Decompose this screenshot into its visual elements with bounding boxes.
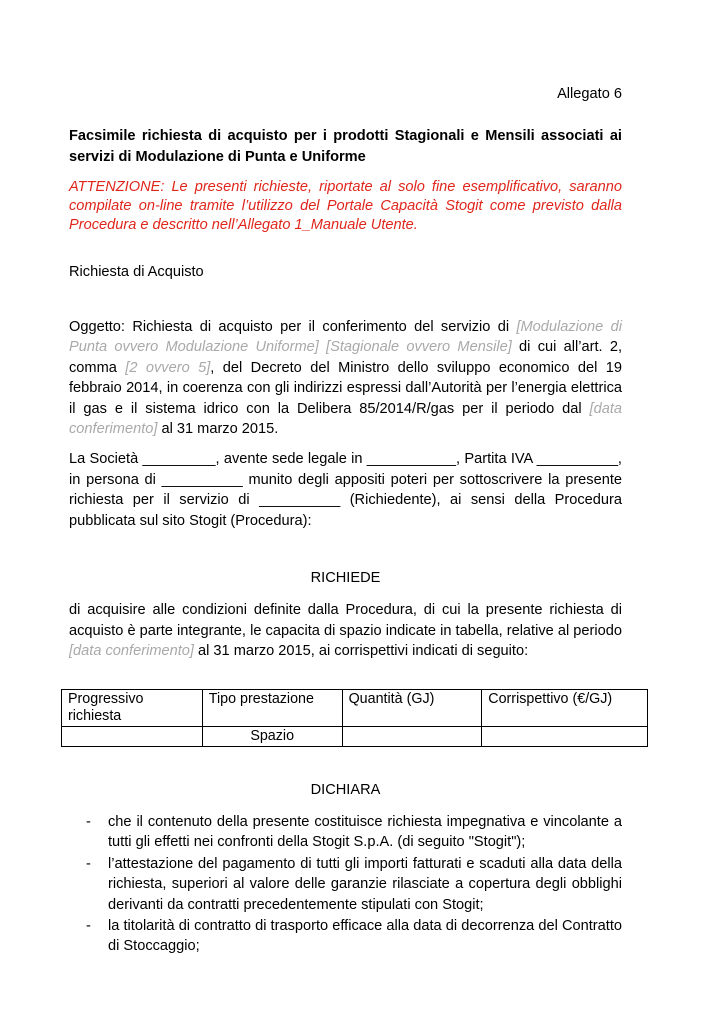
table-header-cell: Tipo prestazione <box>202 690 342 727</box>
annex-label: Allegato 6 <box>557 86 622 102</box>
subject-text-3: , del Decreto del Ministro dello sviluppo economico del 19 febbraio 2014, in coerenza con gli indirizzi espressi dall’Autorità per l’energia elettrica il gas e il sistema idrico con la Delibera 85/2014/R/gas per il periodo dal <box>69 359 623 417</box>
service-placeholder: [Modulazione di Punta ovvero Modulazione Uniforme] [Stagionale ovvero Mensile] <box>69 319 622 356</box>
list-item-text: che il contenuto della presente costituisce richiesta impegnativa e vincolante a tutti gli effetti nei confronti della Stogit S.p.A. (di seguito "Stogit"); <box>108 814 622 851</box>
subject-text-2: di cui all’art. 2, comma <box>69 339 622 376</box>
richiede-heading: RICHIEDE <box>310 570 381 586</box>
bullet-dash: - <box>86 855 91 872</box>
table-header-cell: Corrispettivo (€/GJ) <box>482 690 648 727</box>
list-item <box>69 854 622 915</box>
table-header-row <box>62 690 648 727</box>
bullet-dash: - <box>86 918 91 935</box>
warning-note: ATTENZIONE: Le presenti richieste, riportate al solo fine esemplificativo, saranno compilate on-line tramite l’utilizzo del Portale Capacità Stogit come previsto dalla Procedura e descritto nell’Allegato 1_Manuale Utente. <box>69 179 622 233</box>
declaration-list <box>69 812 622 958</box>
date-placeholder: [data conferimento] <box>69 400 622 438</box>
list-item-text: l’attestazione del pagamento di tutti gli importi fatturati e scaduti alla data della richiesta, superiori al valore delle garanzie rilasciate a copertura degli obblighi derivanti da contratti precedentemente stipulati con Stogit; <box>108 855 622 913</box>
list-item <box>69 812 622 853</box>
company-paragraph: La Società _________, avente sede legale in ___________, Partita IVA __________, in persona di __________ munito degli appositi poteri per sottoscrivere la presente richiesta per il servizio di __________ (Richiedente), ai sensi della Procedura pubblicata sul sito Stogit (Procedura): <box>69 451 622 529</box>
acquire-paragraph <box>69 600 622 662</box>
request-heading: Richiesta di Acquisto <box>69 264 204 280</box>
table-cell <box>482 727 648 747</box>
bullet-dash: - <box>86 814 91 830</box>
subject-text-4: al 31 marzo 2015. <box>157 421 279 438</box>
subject-text-1: Oggetto: Richiesta di acquisto per il conferimento del servizio di <box>69 319 517 335</box>
table-header-cell: Progressivo richiesta <box>62 690 203 727</box>
dichiara-heading: DICHIARA <box>310 782 381 798</box>
request-table <box>61 689 648 747</box>
table-cell <box>342 727 482 747</box>
document-title: Facsimile richiesta di acquisto per i prodotti Stagionali e Mensili associati ai servizi di Modulazione di Punta e Uniforme <box>69 128 622 165</box>
acquire-text-2: al 31 marzo 2015, ai corrispettivi indicati di seguito: <box>193 643 529 660</box>
list-item <box>69 916 622 957</box>
acquire-date-placeholder: [data conferimento] <box>69 643 194 660</box>
subject-paragraph <box>69 317 622 439</box>
table-header-cell: Quantità (GJ) <box>342 690 482 727</box>
table-cell: Spazio <box>202 727 342 747</box>
comma-placeholder: [2 ovvero 5] <box>125 359 211 376</box>
table-row <box>62 727 648 747</box>
list-item-text: la titolarità di contratto di trasporto efficace alla data di decorrenza del Contratto di Stoccaggio; <box>108 918 622 955</box>
table-cell <box>62 727 203 747</box>
acquire-text-1: di acquisire alle condizioni definite dalla Procedura, di cui la presente richiesta di acquisto è parte integrante, le capacita di spazio indicate in tabella, relative al periodo <box>69 602 622 639</box>
